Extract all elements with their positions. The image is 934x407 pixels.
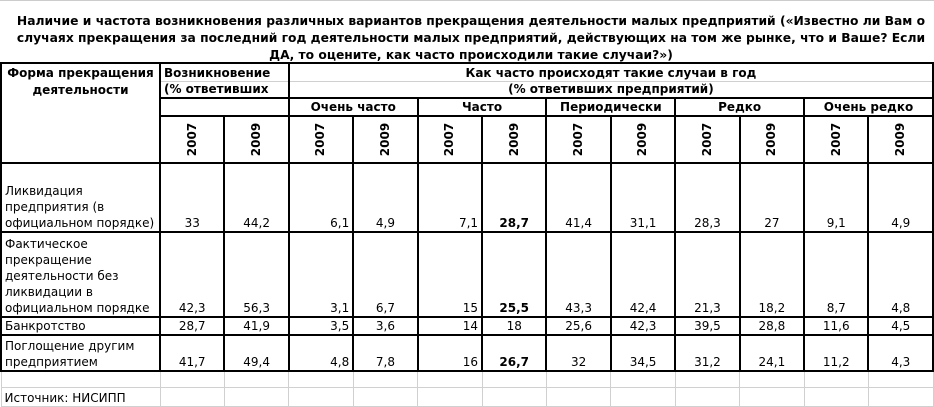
frequency-group-header: Часто — [418, 98, 547, 116]
value-cell: 42,4 — [611, 232, 675, 317]
empty-cell — [1, 371, 160, 387]
value-cell: 6,7 — [353, 232, 417, 317]
data-table — [0, 62, 934, 407]
table-row — [1, 335, 933, 371]
empty-cell — [160, 387, 224, 406]
year-label: 2009 — [506, 122, 521, 157]
value-cell: 11,2 — [804, 335, 868, 371]
year-header-spacer — [1, 116, 160, 163]
empty-cell — [546, 371, 610, 387]
empty-cell — [224, 371, 288, 387]
form-header-spacer — [1, 98, 160, 116]
frequency-group-header: Очень часто — [289, 98, 418, 116]
value-cell: 3,6 — [353, 317, 417, 335]
value-cell: 25,6 — [546, 317, 610, 335]
value-cell: 39,5 — [675, 317, 739, 335]
frequency-group-header: Редко — [675, 98, 804, 116]
frequency-group-header: Периодически — [546, 98, 675, 116]
value-cell: 42,3 — [611, 317, 675, 335]
empty-cell — [740, 387, 804, 406]
value-cell: 6,1 — [289, 163, 353, 232]
value-cell: 16 — [418, 335, 482, 371]
year-label: 2009 — [893, 122, 908, 157]
value-cell: 21,3 — [675, 232, 739, 317]
occurrence-header-spacer — [160, 98, 289, 116]
empty-cell — [160, 371, 224, 387]
value-cell: 9,1 — [804, 163, 868, 232]
year-label: 2007 — [828, 122, 843, 157]
value-cell: 18,2 — [740, 232, 804, 317]
empty-cell — [675, 387, 739, 406]
year-label: 2009 — [377, 122, 392, 157]
value-cell: 43,3 — [546, 232, 610, 317]
empty-cell — [868, 387, 933, 406]
value-cell: 32 — [546, 335, 610, 371]
value-cell: 33 — [160, 163, 224, 232]
year-label: 2007 — [313, 122, 328, 157]
value-cell: 28,3 — [675, 163, 739, 232]
value-cell: 3,5 — [289, 317, 353, 335]
year-header — [482, 116, 546, 163]
value-cell: 41,9 — [224, 317, 288, 335]
empty-cell — [353, 371, 417, 387]
value-cell: 27 — [740, 163, 804, 232]
empty-cell — [611, 371, 675, 387]
year-header — [740, 116, 804, 163]
value-cell: 41,4 — [546, 163, 610, 232]
value-cell: 8,7 — [804, 232, 868, 317]
occurrence-header-1: Возникновение — [160, 63, 289, 81]
year-label: 2007 — [699, 122, 714, 157]
year-header — [546, 116, 610, 163]
year-header — [611, 116, 675, 163]
value-cell: 4,9 — [868, 163, 933, 232]
empty-cell — [804, 387, 868, 406]
year-header — [804, 116, 868, 163]
value-cell: 4,8 — [289, 335, 353, 371]
empty-cell — [482, 387, 546, 406]
empty-cell — [418, 371, 482, 387]
empty-cell — [289, 371, 353, 387]
value-cell: 4,3 — [868, 335, 933, 371]
row-label: Фактическое прекращение деятельности без ликвидации в официальном порядке — [1, 232, 160, 317]
year-label: 2007 — [442, 122, 457, 157]
occurrence-header-2: (% ответивших — [160, 81, 289, 98]
table-row — [1, 317, 933, 335]
value-cell: 15 — [418, 232, 482, 317]
table-row — [1, 232, 933, 317]
value-cell: 7,1 — [418, 163, 482, 232]
year-header — [418, 116, 482, 163]
empty-cell — [418, 387, 482, 406]
frequency-group-header: Очень редко — [804, 98, 933, 116]
value-cell: 31,2 — [675, 335, 739, 371]
empty-cell — [353, 387, 417, 406]
year-header — [160, 116, 224, 163]
empty-cell — [868, 371, 933, 387]
frequency-header-2: (% ответивших предприятий) — [289, 81, 933, 98]
value-cell: 24,1 — [740, 335, 804, 371]
empty-cell — [482, 371, 546, 387]
form-header-2: деятельности — [1, 81, 160, 98]
value-cell: 11,6 — [804, 317, 868, 335]
table-row — [1, 163, 933, 232]
value-cell: 25,5 — [482, 232, 546, 317]
form-header-1: Форма прекращения — [1, 63, 160, 81]
value-cell: 18 — [482, 317, 546, 335]
year-header — [289, 116, 353, 163]
value-cell: 28,7 — [160, 317, 224, 335]
empty-cell — [611, 387, 675, 406]
value-cell: 4,8 — [868, 232, 933, 317]
value-cell: 34,5 — [611, 335, 675, 371]
value-cell: 7,8 — [353, 335, 417, 371]
source-note: Источник: НИСИПП — [1, 387, 160, 406]
value-cell: 26,7 — [482, 335, 546, 371]
row-label: Поглощение другим предприятием — [1, 335, 160, 371]
value-cell: 49,4 — [224, 335, 288, 371]
year-header — [353, 116, 417, 163]
year-header — [224, 116, 288, 163]
empty-cell — [804, 371, 868, 387]
year-label: 2007 — [184, 122, 199, 157]
value-cell: 4,5 — [868, 317, 933, 335]
value-cell: 28,8 — [740, 317, 804, 335]
value-cell: 14 — [418, 317, 482, 335]
value-cell: 56,3 — [224, 232, 288, 317]
year-label: 2009 — [249, 122, 264, 157]
value-cell: 31,1 — [611, 163, 675, 232]
table-title: Наличие и частота возникновения различных вариантов прекращения деятельности малых предприятий («Известно ли Вам о случаях прекращения за последний год деятельности малых предприятий, действующих на том же рынке, что и Ваше? Если ДА, то оцените, как часто происходили такие случаи?») — [0, 0, 934, 62]
year-label: 2009 — [764, 122, 779, 157]
empty-row — [1, 371, 933, 387]
value-cell: 3,1 — [289, 232, 353, 317]
value-cell: 41,7 — [160, 335, 224, 371]
year-header — [868, 116, 933, 163]
year-label: 2009 — [635, 122, 650, 157]
value-cell: 4,9 — [353, 163, 417, 232]
empty-cell — [740, 371, 804, 387]
value-cell: 28,7 — [482, 163, 546, 232]
year-header — [675, 116, 739, 163]
year-label: 2007 — [571, 122, 586, 157]
value-cell: 44,2 — [224, 163, 288, 232]
frequency-header-1: Как часто происходят такие случаи в год — [289, 63, 933, 81]
empty-cell — [675, 371, 739, 387]
empty-cell — [289, 387, 353, 406]
value-cell: 42,3 — [160, 232, 224, 317]
empty-cell — [224, 387, 288, 406]
row-label: Банкротство — [1, 317, 160, 335]
source-row — [1, 387, 933, 406]
empty-cell — [546, 387, 610, 406]
row-label: Ликвидация предприятия (в официальном порядке) — [1, 163, 160, 232]
